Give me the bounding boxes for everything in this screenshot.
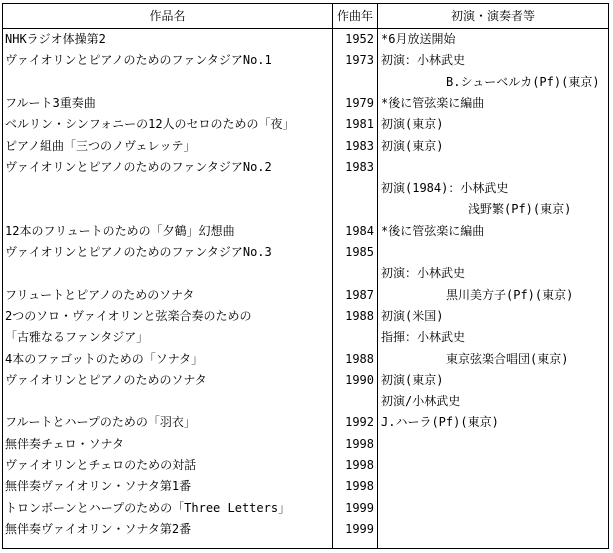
composition-year: 1985 [345, 245, 374, 259]
work-title: フリュートとピアノのためのソナタ [5, 288, 195, 302]
composition-year: 1988 [345, 309, 374, 323]
work-title: ヴァイオリンとピアノのためのファンタジアNo.1 [5, 53, 272, 67]
work-title: フルートとハープのための「羽衣」 [5, 415, 196, 429]
performer-note: 初演：小林武史 [381, 266, 466, 280]
performer-note: 指揮：小林武史 [381, 330, 466, 344]
work-title: 2つのソロ・ヴァイオリンと弦楽合奏のための [5, 309, 252, 323]
work-title: 無伴奏ヴァイオリン・ソナタ第2番 [5, 522, 192, 536]
work-title: ヴァイオリンとピアノのためのファンタジアNo.3 [5, 245, 272, 259]
composition-year: 1999 [345, 501, 374, 515]
header-year: 作曲年 [336, 9, 373, 23]
performer-note: 初演(1984)：小林武史 [381, 181, 509, 195]
composition-year: 1990 [345, 373, 374, 387]
work-title: トロンボーンとハープのための「Three Letters」 [5, 501, 291, 515]
work-title: ヴァイオリンとピアノのためのソナタ [5, 373, 207, 387]
performer-note: 黒川美方子(Pf)(東京) [446, 288, 574, 302]
work-title: 無伴奏チェロ・ソナタ [5, 437, 125, 451]
work-title: 12本のフリュートのための「夕鶴」幻想曲 [5, 224, 235, 238]
performer-note: 浅野繁(Pf)(東京) [468, 202, 572, 216]
performer-note: 初演(東京) [381, 139, 444, 153]
composition-year: 1973 [345, 53, 374, 67]
performer-note: *後に管弦楽に編曲 [381, 96, 485, 110]
composition-year: 1998 [345, 479, 374, 493]
performer-note: 初演(米国) [381, 309, 444, 323]
work-title: ピアノ組曲「三つのノヴェレッテ」 [5, 139, 196, 153]
composition-year: 1992 [345, 415, 374, 429]
header-performer: 初演・演奏者等 [450, 9, 535, 23]
composition-year: 1952 [345, 32, 374, 46]
composition-year: 1981 [345, 117, 374, 131]
composition-year: 1999 [345, 522, 374, 536]
performer-note: *6月放送開始 [381, 32, 456, 46]
performer-note: *後に管弦楽に編曲 [381, 224, 485, 238]
work-title: ヴァイオリンとピアノのためのファンタジアNo.2 [5, 160, 272, 174]
work-title: NHKラジオ体操第2 [5, 32, 106, 46]
performer-note: 東京弦楽合唱団(東京) [446, 352, 569, 366]
composition-year: 1984 [345, 224, 374, 238]
work-title: 無伴奏ヴァイオリン・ソナタ第1番 [5, 479, 192, 493]
composition-year: 1983 [345, 160, 374, 174]
performer-note: 初演/小林武史 [381, 394, 461, 408]
performer-note: 初演(東京) [381, 373, 444, 387]
work-title: 4本のファゴットのための「ソナタ」 [5, 352, 204, 366]
work-title: フルート3重奏曲 [5, 96, 96, 110]
work-title: ベルリン・シンフォニーの12人のセロのための「夜」 [5, 117, 295, 131]
column-divider [377, 4, 378, 548]
performer-note: 初演：小林武史 [381, 53, 466, 67]
composition-year: 1998 [345, 458, 374, 472]
composition-year: 1998 [345, 437, 374, 451]
performer-note: B.シューベルカ(Pf)(東京) [446, 75, 600, 89]
works-table [2, 3, 609, 549]
performer-note: J.ハーラ(Pf)(東京) [381, 415, 499, 429]
header-title: 作品名 [149, 9, 186, 23]
work-title: 「古雅なるファンタジア」 [5, 330, 149, 344]
composition-year: 1979 [345, 96, 374, 110]
composition-year: 1987 [345, 288, 374, 302]
composition-year: 1988 [345, 352, 374, 366]
work-title: ヴァイオリンとチェロのための対話 [5, 458, 197, 472]
performer-note: 初演(東京) [381, 117, 444, 131]
composition-year: 1983 [345, 139, 374, 153]
column-divider [332, 4, 333, 548]
